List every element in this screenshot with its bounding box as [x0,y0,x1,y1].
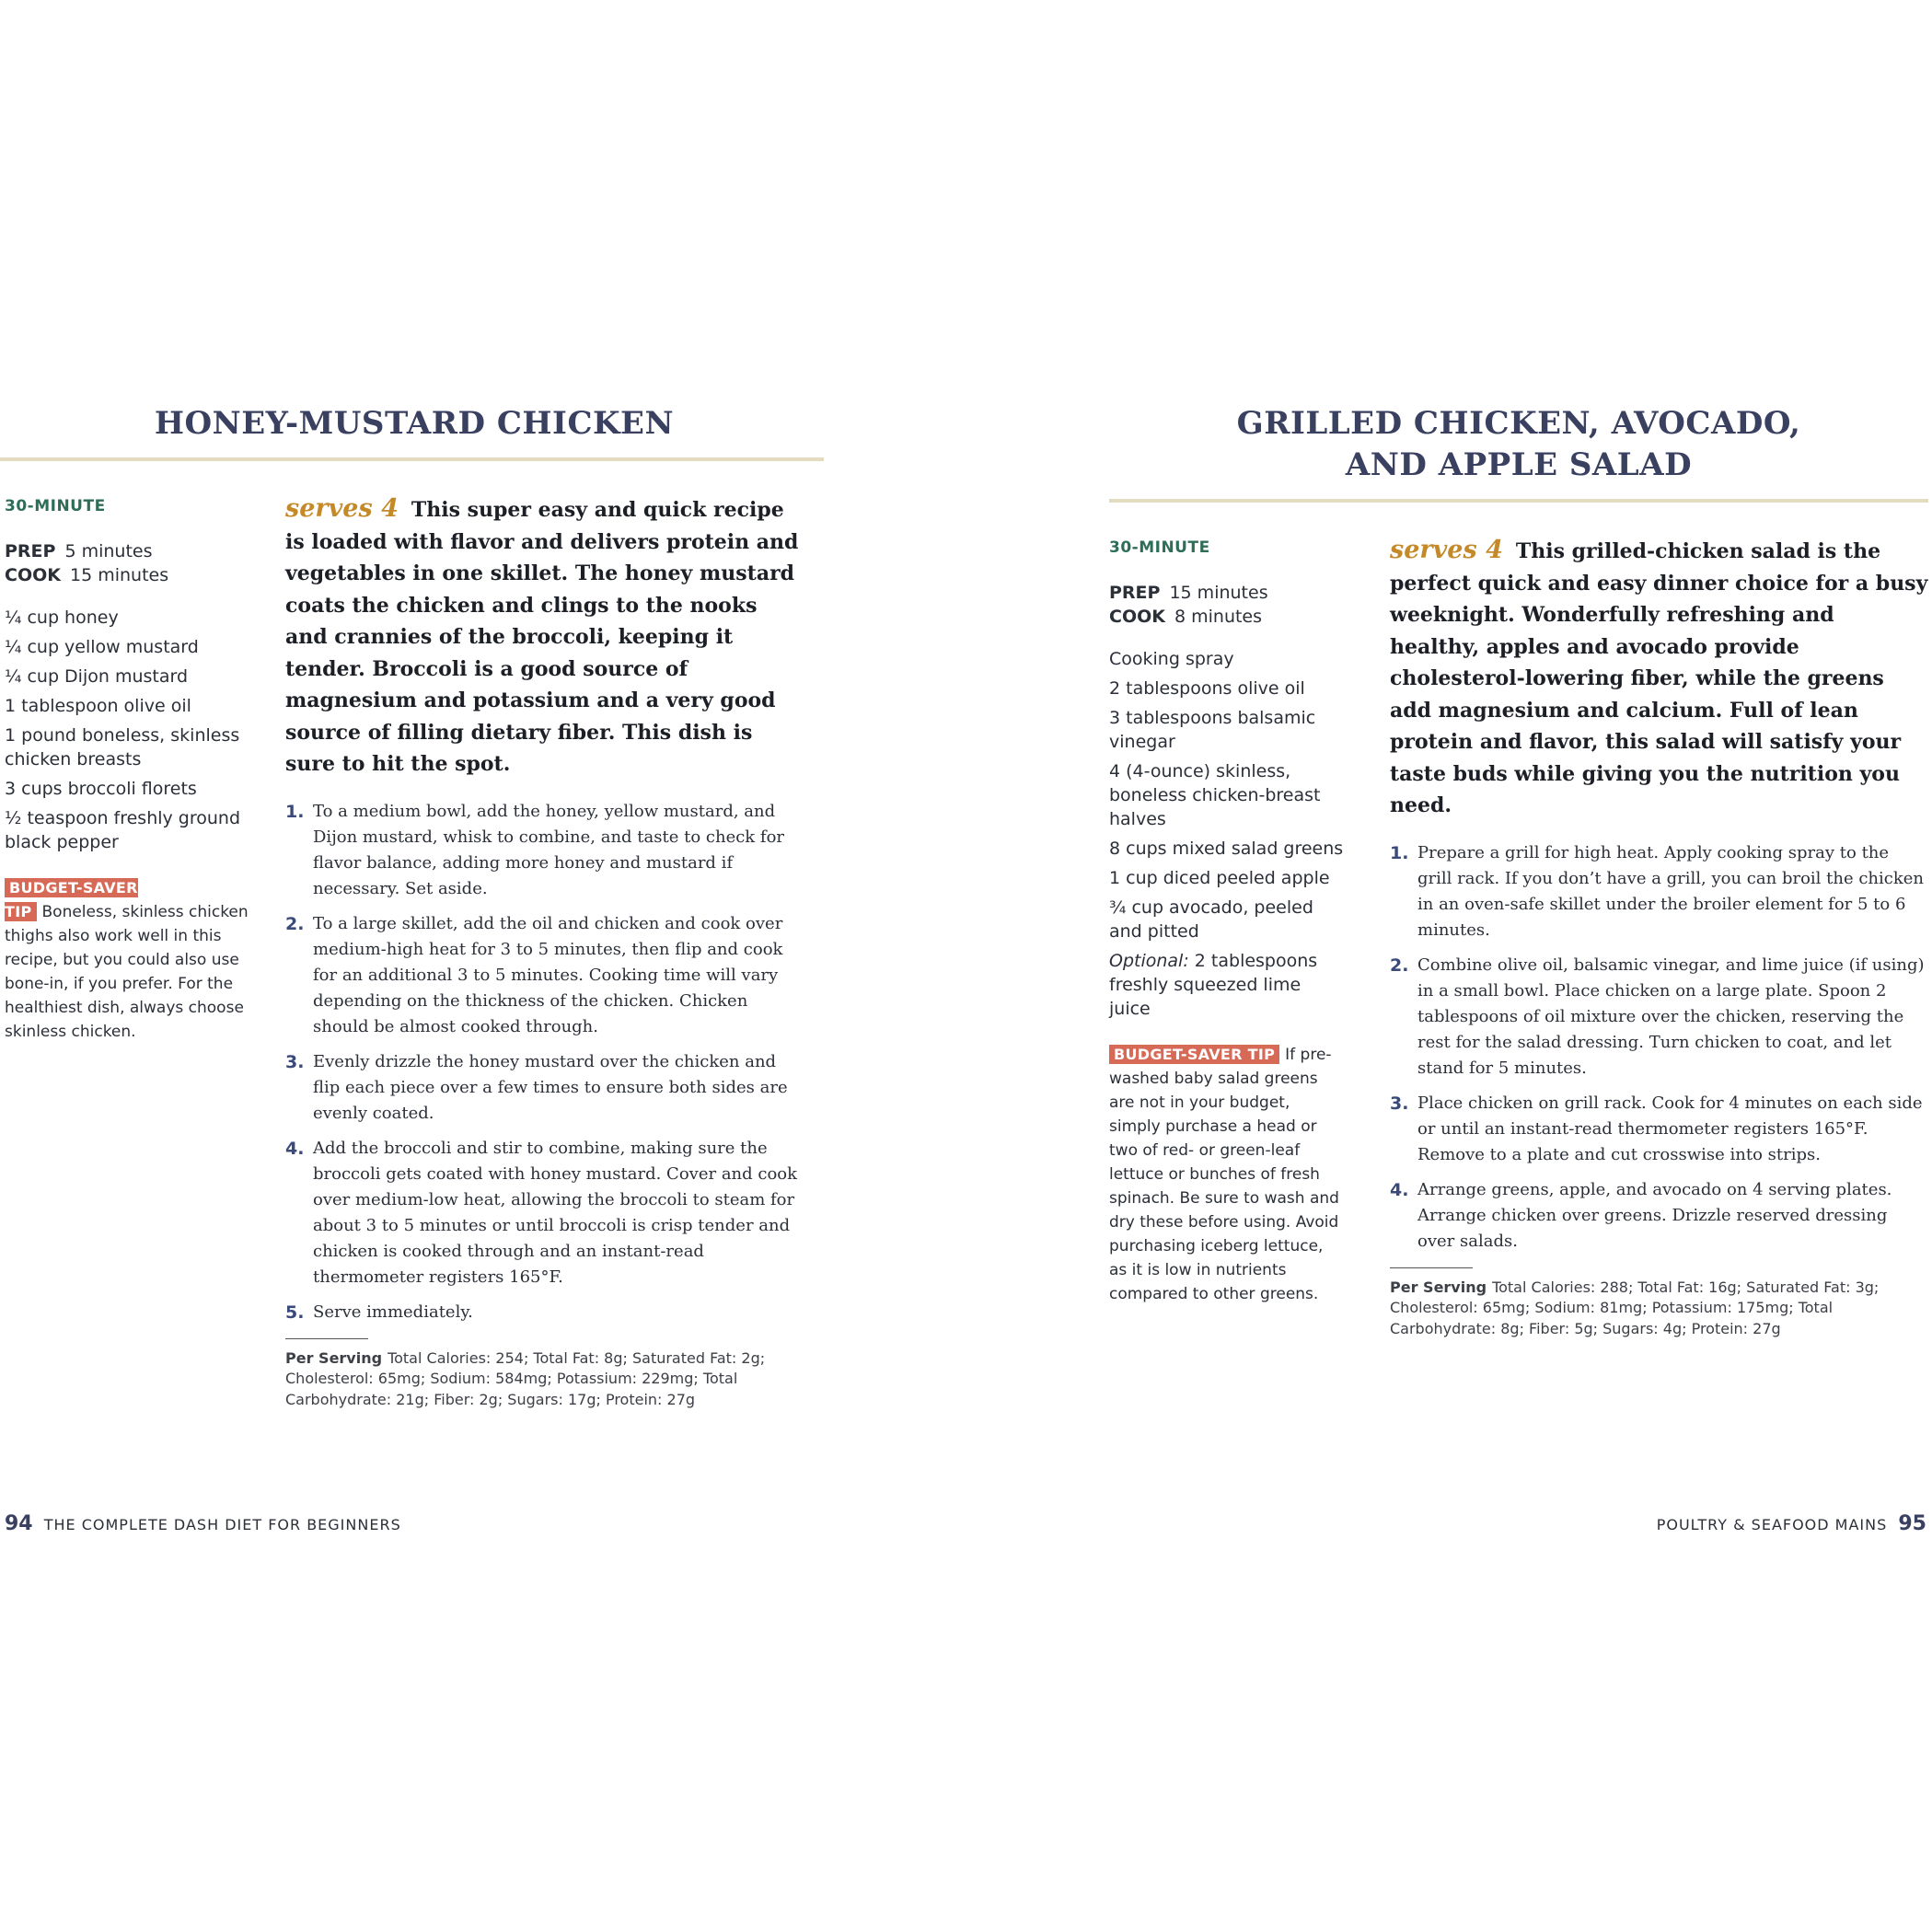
ingredient-item: 4 (4-ounce) skinless, boneless chicken-breast halves [1109,761,1321,829]
right-steps [1390,840,1928,1255]
nutrition-text: Total Calories: 288; Total Fat: 16g; Saturated Fat: 3g; Cholesterol: 65mg; Sodium: 81mg; Potassium: 175mg; Total Carbohydrate: 8g; Fiber: 5g; Sugars: 4g; Protein: 27g [1390,1278,1880,1337]
right-intro-text: This grilled-chicken salad is the perfect quick and easy dinner choice for a busy weeknight. Wonderfully refreshing and healthy, apples and avocado provide cholesterol-lowering fiber, while the greens add magnesium and calcium. Full of lean protein and flavor, this salad will satisfy your taste buds while giving you the nutrition you need. [1390,539,1928,817]
nutrition-text: Total Calories: 254; Total Fat: 8g; Saturated Fat: 2g; Cholesterol: 65mg; Sodium: 584mg; Potassium: 229mg; Total Carbohydrate: 21g; Fiber: 2g; Sugars: 17g; Protein: 27g [285,1348,766,1408]
right-title-line2: AND APPLE SALAD [1345,446,1693,483]
nutrition-rule [1390,1267,1473,1268]
step-text: Evenly drizzle the honey mustard over the chicken and flip each piece over a few times to ensure both sides are evenly coated. [313,1051,788,1123]
page-number: 95 [1898,1512,1926,1535]
right-main [1390,535,1928,1339]
left-ingredients [5,606,249,854]
nutrition-rule [285,1338,368,1339]
nutrition-label: Per Serving [1390,1278,1487,1296]
step-number: 3. [285,1051,305,1072]
right-time-tag: 30-MINUTE [1109,538,1210,557]
step-number: 5. [285,1301,305,1323]
left-intro [285,493,801,781]
step-text: Serve immediately. [313,1301,473,1322]
left-times [5,539,249,587]
step-text: Add the broccoli and stir to combine, making sure the broccoli gets coated with honey mustard. Cover and cook over medium-low heat, allowing the broccoli to steam for about 3 to 5 minutes or until broccoli is crisp tender and chicken is cooked through and an instant-read thermometer registers 165°F. [313,1138,798,1287]
budget-tip-label: BUDGET-SAVER TIP [5,879,138,920]
running-head: POULTRY & SEAFOOD MAINS [1656,1516,1888,1533]
ingredient-item: 3 tablespoons balsamic vinegar [1109,708,1316,752]
serves-label: serves 4 [1390,536,1503,564]
left-time-tag: 30-MINUTE [5,497,106,515]
step-number: 1. [1390,842,1409,863]
left-cook [5,563,249,587]
left-intro-text: This super easy and quick recipe is loaded with flavor and delivers protein and vegetables in one skillet. The honey mustard coats the chicken and clings to the nooks and crannies of the broccoli, keeping it tender. Broccoli is a good source of magnesium and potassium and a very good source of filling dietary fiber. This dish is sure to hit the spot. [285,498,799,776]
ingredient-item: ¼ cup Dijon mustard [5,666,189,687]
step-item [1390,840,1928,943]
left-prep [5,539,249,563]
right-ingredients [1109,647,1344,1021]
step-item [1390,953,1928,1082]
optional-text: 2 tablespoons freshly squeezed lime juice [1109,951,1318,1019]
step-item [285,799,801,902]
ingredient-item: 1 pound boneless, skinless chicken breasts [5,725,240,769]
step-text: Combine olive oil, balsamic vinegar, and lime juice (if using) in a small bowl. Place chicken on a large plate. Spoon 2 tablespoons of oil mixture over the chicken, reserving the rest for the salad dressing. Turn chicken to coat, and let stand for 5 minutes. [1417,954,1925,1078]
ingredient-item: ½ teaspoon freshly ground black pepper [5,808,241,852]
left-sidebar [5,497,249,1044]
ingredient-item: ¼ cup honey [5,607,119,628]
left-title-rule [0,457,824,461]
left-cook-label: COOK [5,565,61,585]
right-intro [1390,535,1928,822]
ingredient-item-optional [1109,949,1344,1021]
right-prep-label: PREP [1109,583,1161,603]
right-prep [1109,581,1344,605]
step-text: Arrange greens, apple, and avocado on 4 serving plates. Arrange chicken over greens. Drizzle reserved dressing over salads. [1417,1179,1892,1251]
left-prep-value: 5 minutes [64,541,153,561]
right-times [1109,581,1344,629]
budget-tip-text: Boneless, skinless chicken thighs also work well in this recipe, but you could also use bone-in, if you prefer. For the healthiest dish, always choose skinless chicken. [5,903,249,1041]
step-item [1390,1091,1928,1168]
step-text: To a medium bowl, add the honey, yellow mustard, and Dijon mustard, whisk to combine, and taste to check for flavor balance, adding more honey and mustard if necessary. Set aside. [313,801,785,898]
right-title-line1: GRILLED CHICKEN, AVOCADO, [1236,405,1801,442]
step-text: Prepare a grill for high heat. Apply cooking spray to the grill rack. If you don’t have a grill, you can broil the chicken in an oven-safe skillet under the broiler element for 5 to 6 minutes. [1417,842,1925,940]
right-nutrition [1390,1267,1928,1340]
ingredient-item: 1 cup diced peeled apple [1109,868,1330,888]
right-cook [1109,605,1344,629]
ingredient-item: 2 tablespoons olive oil [1109,678,1305,699]
right-recipe-title [1105,403,1932,486]
step-number: 3. [1390,1093,1409,1114]
left-nutrition [285,1338,801,1411]
page-number: 94 [5,1512,33,1535]
step-item [285,1049,801,1127]
ingredient-item: ¼ cup yellow mustard [5,637,199,657]
step-number: 2. [285,913,305,934]
step-number: 4. [285,1138,305,1159]
left-footer [5,1512,401,1535]
right-footer [1657,1512,1926,1535]
nutrition-label: Per Serving [285,1348,383,1367]
ingredient-item: ¾ cup avocado, peeled and pitted [1109,897,1313,942]
left-recipe-title: HONEY-MUSTARD CHICKEN [154,405,675,442]
right-budget-tip [1109,1043,1344,1306]
ingredient-item: 8 cups mixed salad greens [1109,839,1344,859]
step-text: Place chicken on grill rack. Cook for 4 minutes on each side or until an instant-read thermometer registers 165°F. Remove to a plate and cut crosswise into strips. [1417,1093,1923,1164]
budget-tip-text: If pre-washed baby salad greens are not in your budget, simply purchase a head or two of red- or green-leaf lettuce or bunches of fresh spinach. Be sure to wash and dry these before using. Avoid purchasing iceberg lettuce, as it is low in nutrients compared to other greens. [1109,1046,1339,1303]
left-prep-label: PREP [5,541,56,561]
ingredient-item: 1 tablespoon olive oil [5,696,191,716]
step-number: 2. [1390,954,1409,976]
step-text: To a large skillet, add the oil and chicken and cook over medium-high heat for 3 to 5 minutes, then flip and cook for an additional 3 to 5 minutes. Cooking time will vary depending on the thickness of the chicken. Chicken should be almost cooked through. [313,913,783,1036]
right-page [966,0,1932,1932]
right-prep-value: 15 minutes [1169,583,1268,603]
step-item [285,911,801,1040]
right-cook-label: COOK [1109,607,1165,627]
left-budget-tip [5,876,249,1044]
right-title-rule [1109,499,1928,503]
optional-label: Optional: [1109,951,1189,971]
step-item [285,1300,801,1325]
step-number: 1. [285,801,305,822]
running-head: THE COMPLETE DASH DIET FOR BEGINNERS [43,1516,401,1533]
step-number: 4. [1390,1179,1409,1200]
ingredient-item: Cooking spray [1109,649,1234,669]
left-main [285,493,801,1410]
left-steps [285,799,801,1325]
left-cook-value: 15 minutes [69,565,169,585]
ingredient-item: 3 cups broccoli florets [5,779,197,799]
right-sidebar [1109,538,1344,1306]
budget-tip-label: BUDGET-SAVER TIP [1109,1045,1279,1064]
step-item [1390,1177,1928,1255]
serves-label: serves 4 [285,494,399,523]
step-item [285,1136,801,1290]
right-cook-value: 8 minutes [1174,607,1263,627]
